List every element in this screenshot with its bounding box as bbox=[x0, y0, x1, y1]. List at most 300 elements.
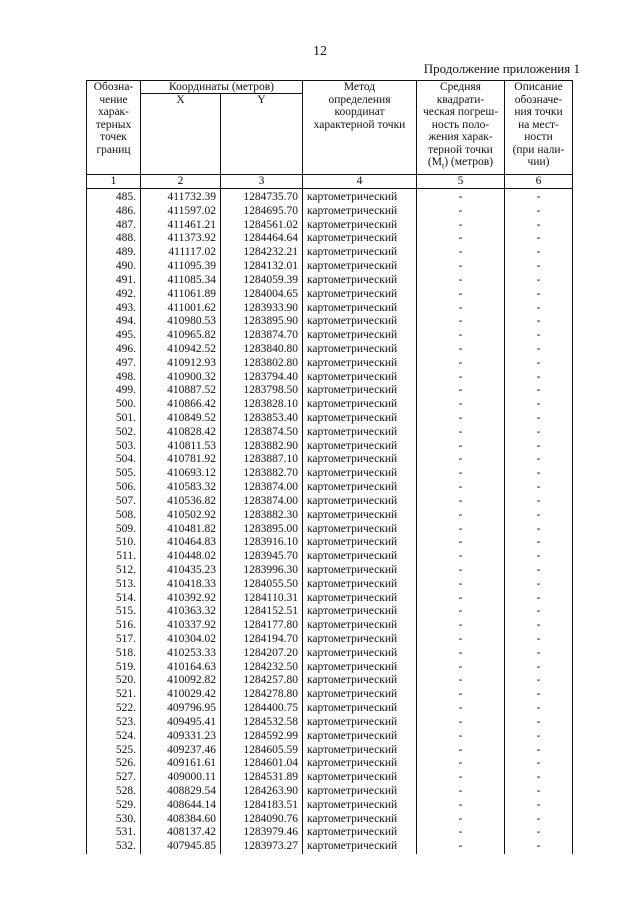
table-row bbox=[87, 578, 573, 592]
point-number-cell: 497. bbox=[87, 357, 141, 371]
method-cell: картометрический bbox=[303, 550, 417, 564]
method-cell: картометрический bbox=[303, 702, 417, 716]
error-cell: - bbox=[417, 453, 505, 467]
error-cell: - bbox=[417, 302, 505, 316]
description-cell: - bbox=[505, 716, 573, 730]
description-cell: - bbox=[505, 467, 573, 481]
table-row bbox=[87, 523, 573, 537]
y-coordinate-cell: 1284592.99 bbox=[221, 730, 303, 744]
table-row bbox=[87, 232, 573, 246]
error-cell: - bbox=[417, 826, 505, 840]
table-row bbox=[87, 785, 573, 799]
y-coordinate-cell: 1284055.50 bbox=[221, 578, 303, 592]
x-coordinate-cell: 410828.42 bbox=[141, 426, 221, 440]
table-row bbox=[87, 509, 573, 523]
y-coordinate-cell: 1283887.10 bbox=[221, 453, 303, 467]
x-coordinate-cell: 408644.14 bbox=[141, 799, 221, 813]
point-number-cell: 531. bbox=[87, 826, 141, 840]
table-row bbox=[87, 564, 573, 578]
x-coordinate-cell: 410866.42 bbox=[141, 398, 221, 412]
point-number-cell: 489. bbox=[87, 246, 141, 260]
error-cell: - bbox=[417, 467, 505, 481]
x-coordinate-cell: 410448.02 bbox=[141, 550, 221, 564]
description-cell: - bbox=[505, 481, 573, 495]
table-row bbox=[87, 288, 573, 302]
error-cell: - bbox=[417, 840, 505, 854]
table-row bbox=[87, 744, 573, 758]
column-number: 3 bbox=[221, 175, 303, 189]
error-cell: - bbox=[417, 189, 505, 205]
y-coordinate-cell: 1284257.80 bbox=[221, 674, 303, 688]
error-cell: - bbox=[417, 232, 505, 246]
error-cell: - bbox=[417, 578, 505, 592]
description-cell: - bbox=[505, 757, 573, 771]
x-coordinate-cell: 411001.62 bbox=[141, 302, 221, 316]
description-cell: - bbox=[505, 219, 573, 233]
column-number: 2 bbox=[141, 175, 221, 189]
point-number-cell: 525. bbox=[87, 744, 141, 758]
table-row bbox=[87, 633, 573, 647]
y-coordinate-cell: 1283895.00 bbox=[221, 523, 303, 537]
description-cell: - bbox=[505, 189, 573, 205]
table-row bbox=[87, 189, 573, 205]
x-coordinate-cell: 410481.82 bbox=[141, 523, 221, 537]
y-coordinate-cell: 1284004.65 bbox=[221, 288, 303, 302]
y-coordinate-cell: 1283874.00 bbox=[221, 495, 303, 509]
error-cell: - bbox=[417, 771, 505, 785]
table-row bbox=[87, 453, 573, 467]
point-number-cell: 528. bbox=[87, 785, 141, 799]
description-cell: - bbox=[505, 730, 573, 744]
point-number-cell: 503. bbox=[87, 440, 141, 454]
method-cell: картометрический bbox=[303, 840, 417, 854]
header-mean-square-error: Средняя квадрати- ческая погреш- ность поло- жения харак- терной точки $(M_t)$ (метров) bbox=[417, 81, 505, 175]
point-number-cell: 532. bbox=[87, 840, 141, 854]
x-coordinate-cell: 410502.92 bbox=[141, 509, 221, 523]
point-number-cell: 495. bbox=[87, 329, 141, 343]
error-cell: - bbox=[417, 523, 505, 537]
method-cell: картометрический bbox=[303, 730, 417, 744]
point-number-cell: 524. bbox=[87, 730, 141, 744]
continuation-note: Продолжение приложения 1 bbox=[423, 61, 580, 76]
x-coordinate-cell: 410536.82 bbox=[141, 495, 221, 509]
method-cell: картометрический bbox=[303, 605, 417, 619]
x-coordinate-cell: 410464.83 bbox=[141, 536, 221, 550]
description-cell: - bbox=[505, 771, 573, 785]
x-coordinate-cell: 409495.41 bbox=[141, 716, 221, 730]
description-cell: - bbox=[505, 785, 573, 799]
x-coordinate-cell: 411117.02 bbox=[141, 246, 221, 260]
table-row bbox=[87, 826, 573, 840]
table-row bbox=[87, 219, 573, 233]
y-coordinate-cell: 1283973.27 bbox=[221, 840, 303, 854]
x-coordinate-cell: 411461.21 bbox=[141, 219, 221, 233]
x-coordinate-cell: 410900.32 bbox=[141, 371, 221, 385]
y-coordinate-cell: 1284263.90 bbox=[221, 785, 303, 799]
table-row bbox=[87, 357, 573, 371]
description-cell: - bbox=[505, 523, 573, 537]
description-cell: - bbox=[505, 232, 573, 246]
error-cell: - bbox=[417, 343, 505, 357]
error-cell: - bbox=[417, 412, 505, 426]
y-coordinate-cell: 1283882.90 bbox=[221, 440, 303, 454]
x-coordinate-cell: 410965.82 bbox=[141, 329, 221, 343]
x-coordinate-cell: 409000.11 bbox=[141, 771, 221, 785]
error-cell: - bbox=[417, 605, 505, 619]
point-number-cell: 512. bbox=[87, 564, 141, 578]
y-coordinate-cell: 1283828.10 bbox=[221, 398, 303, 412]
table-row bbox=[87, 246, 573, 260]
error-cell: - bbox=[417, 288, 505, 302]
y-coordinate-cell: 1284278.80 bbox=[221, 688, 303, 702]
table-row bbox=[87, 536, 573, 550]
table-row bbox=[87, 205, 573, 219]
x-coordinate-cell: 409331.23 bbox=[141, 730, 221, 744]
point-number-cell: 500. bbox=[87, 398, 141, 412]
table-row bbox=[87, 702, 573, 716]
point-number-cell: 498. bbox=[87, 371, 141, 385]
point-number-cell: 486. bbox=[87, 205, 141, 219]
error-cell: - bbox=[417, 813, 505, 827]
description-cell: - bbox=[505, 302, 573, 316]
table-row bbox=[87, 329, 573, 343]
point-number-cell: 493. bbox=[87, 302, 141, 316]
header-x: X bbox=[141, 94, 221, 175]
error-cell: - bbox=[417, 564, 505, 578]
method-cell: картометрический bbox=[303, 246, 417, 260]
description-cell: - bbox=[505, 453, 573, 467]
description-cell: - bbox=[505, 288, 573, 302]
x-coordinate-cell: 409796.95 bbox=[141, 702, 221, 716]
error-cell: - bbox=[417, 315, 505, 329]
description-cell: - bbox=[505, 343, 573, 357]
error-cell: - bbox=[417, 426, 505, 440]
table-row bbox=[87, 813, 573, 827]
method-cell: картометрический bbox=[303, 302, 417, 316]
method-cell: картометрический bbox=[303, 467, 417, 481]
x-coordinate-cell: 410253.33 bbox=[141, 647, 221, 661]
method-cell: картометрический bbox=[303, 688, 417, 702]
x-coordinate-cell: 410781.92 bbox=[141, 453, 221, 467]
method-cell: картометрический bbox=[303, 357, 417, 371]
point-number-cell: 509. bbox=[87, 523, 141, 537]
table-row bbox=[87, 647, 573, 661]
x-coordinate-cell: 410942.52 bbox=[141, 343, 221, 357]
x-coordinate-cell: 410912.93 bbox=[141, 357, 221, 371]
x-coordinate-cell: 409237.46 bbox=[141, 744, 221, 758]
point-number-cell: 485. bbox=[87, 189, 141, 205]
method-cell: картометрический bbox=[303, 412, 417, 426]
point-number-cell: 502. bbox=[87, 426, 141, 440]
point-number-cell: 523. bbox=[87, 716, 141, 730]
error-cell: - bbox=[417, 716, 505, 730]
table-row bbox=[87, 481, 573, 495]
error-cell: - bbox=[417, 205, 505, 219]
error-cell: - bbox=[417, 274, 505, 288]
error-cell: - bbox=[417, 440, 505, 454]
y-coordinate-cell: 1283794.40 bbox=[221, 371, 303, 385]
point-number-cell: 505. bbox=[87, 467, 141, 481]
table-row bbox=[87, 757, 573, 771]
description-cell: - bbox=[505, 371, 573, 385]
method-cell: картометрический bbox=[303, 619, 417, 633]
error-cell: - bbox=[417, 357, 505, 371]
error-cell: - bbox=[417, 619, 505, 633]
error-cell: - bbox=[417, 661, 505, 675]
method-cell: картометрический bbox=[303, 260, 417, 274]
table-row bbox=[87, 467, 573, 481]
description-cell: - bbox=[505, 840, 573, 854]
description-cell: - bbox=[505, 564, 573, 578]
x-coordinate-cell: 410164.63 bbox=[141, 661, 221, 675]
method-cell: картометрический bbox=[303, 371, 417, 385]
y-coordinate-cell: 1284207.20 bbox=[221, 647, 303, 661]
x-coordinate-cell: 409161.61 bbox=[141, 757, 221, 771]
point-number-cell: 499. bbox=[87, 384, 141, 398]
method-cell: картометрический bbox=[303, 536, 417, 550]
method-cell: картометрический bbox=[303, 398, 417, 412]
description-cell: - bbox=[505, 661, 573, 675]
description-cell: - bbox=[505, 826, 573, 840]
point-number-cell: 516. bbox=[87, 619, 141, 633]
method-cell: картометрический bbox=[303, 189, 417, 205]
table-row bbox=[87, 688, 573, 702]
y-coordinate-cell: 1284695.70 bbox=[221, 205, 303, 219]
x-coordinate-cell: 410980.53 bbox=[141, 315, 221, 329]
y-coordinate-cell: 1284561.02 bbox=[221, 219, 303, 233]
description-cell: - bbox=[505, 412, 573, 426]
method-cell: картометрический bbox=[303, 495, 417, 509]
x-coordinate-cell: 408829.54 bbox=[141, 785, 221, 799]
table-row bbox=[87, 674, 573, 688]
x-coordinate-cell: 410583.32 bbox=[141, 481, 221, 495]
method-cell: картометрический bbox=[303, 674, 417, 688]
x-coordinate-cell: 407945.85 bbox=[141, 840, 221, 854]
y-coordinate-cell: 1284177.80 bbox=[221, 619, 303, 633]
table-row bbox=[87, 260, 573, 274]
description-cell: - bbox=[505, 550, 573, 564]
x-coordinate-cell: 410029.42 bbox=[141, 688, 221, 702]
error-cell: - bbox=[417, 785, 505, 799]
error-cell: - bbox=[417, 592, 505, 606]
method-cell: картометрический bbox=[303, 633, 417, 647]
table-row bbox=[87, 495, 573, 509]
point-number-cell: 515. bbox=[87, 605, 141, 619]
error-cell: - bbox=[417, 799, 505, 813]
description-cell: - bbox=[505, 205, 573, 219]
description-cell: - bbox=[505, 813, 573, 827]
table-row bbox=[87, 619, 573, 633]
method-cell: картометрический bbox=[303, 205, 417, 219]
point-number-cell: 496. bbox=[87, 343, 141, 357]
method-cell: картометрический bbox=[303, 564, 417, 578]
x-coordinate-cell: 410887.52 bbox=[141, 384, 221, 398]
description-cell: - bbox=[505, 440, 573, 454]
error-cell: - bbox=[417, 647, 505, 661]
table-row bbox=[87, 426, 573, 440]
point-number-cell: 526. bbox=[87, 757, 141, 771]
y-coordinate-cell: 1283874.70 bbox=[221, 329, 303, 343]
x-coordinate-cell: 411085.34 bbox=[141, 274, 221, 288]
method-cell: картометрический bbox=[303, 716, 417, 730]
error-cell: - bbox=[417, 744, 505, 758]
error-cell: - bbox=[417, 246, 505, 260]
column-number: 6 bbox=[505, 175, 573, 189]
error-cell: - bbox=[417, 260, 505, 274]
x-coordinate-cell: 410811.53 bbox=[141, 440, 221, 454]
table-row bbox=[87, 550, 573, 564]
point-number-cell: 501. bbox=[87, 412, 141, 426]
description-cell: - bbox=[505, 315, 573, 329]
x-coordinate-cell: 411061.89 bbox=[141, 288, 221, 302]
header-method: Метод определения координат характерной точки bbox=[303, 81, 417, 175]
method-cell: картометрический bbox=[303, 315, 417, 329]
table-row bbox=[87, 440, 573, 454]
x-coordinate-cell: 410304.02 bbox=[141, 633, 221, 647]
point-number-cell: 517. bbox=[87, 633, 141, 647]
y-coordinate-cell: 1284183.51 bbox=[221, 799, 303, 813]
y-coordinate-cell: 1283882.30 bbox=[221, 509, 303, 523]
description-cell: - bbox=[505, 688, 573, 702]
table-row bbox=[87, 799, 573, 813]
y-coordinate-cell: 1283945.70 bbox=[221, 550, 303, 564]
method-cell: картометрический bbox=[303, 757, 417, 771]
x-coordinate-cell: 410363.32 bbox=[141, 605, 221, 619]
header-point-description: Описание обозначе- ния точки на мест- ности (при нали- чии) bbox=[505, 81, 573, 175]
y-coordinate-cell: 1283933.90 bbox=[221, 302, 303, 316]
header-y: Y bbox=[221, 94, 303, 175]
y-coordinate-cell: 1284531.89 bbox=[221, 771, 303, 785]
method-cell: картометрический bbox=[303, 578, 417, 592]
error-cell: - bbox=[417, 384, 505, 398]
x-coordinate-cell: 408137.42 bbox=[141, 826, 221, 840]
method-cell: картометрический bbox=[303, 813, 417, 827]
y-coordinate-cell: 1284194.70 bbox=[221, 633, 303, 647]
description-cell: - bbox=[505, 357, 573, 371]
method-cell: картометрический bbox=[303, 647, 417, 661]
table-row bbox=[87, 371, 573, 385]
description-cell: - bbox=[505, 329, 573, 343]
point-number-cell: 530. bbox=[87, 813, 141, 827]
point-number-cell: 494. bbox=[87, 315, 141, 329]
page-number: 12 bbox=[313, 44, 327, 59]
x-coordinate-cell: 410337.92 bbox=[141, 619, 221, 633]
method-cell: картометрический bbox=[303, 771, 417, 785]
table-row bbox=[87, 412, 573, 426]
table-row bbox=[87, 730, 573, 744]
error-cell: - bbox=[417, 674, 505, 688]
table-body bbox=[87, 189, 573, 855]
error-cell: - bbox=[417, 509, 505, 523]
y-coordinate-cell: 1283802.80 bbox=[221, 357, 303, 371]
column-number: 5 bbox=[417, 175, 505, 189]
table-row bbox=[87, 716, 573, 730]
coordinates-table bbox=[86, 80, 573, 854]
point-number-cell: 529. bbox=[87, 799, 141, 813]
column-number: 1 bbox=[87, 175, 141, 189]
point-number-cell: 508. bbox=[87, 509, 141, 523]
method-cell: картометрический bbox=[303, 232, 417, 246]
y-coordinate-cell: 1283840.80 bbox=[221, 343, 303, 357]
description-cell: - bbox=[505, 260, 573, 274]
point-number-cell: 514. bbox=[87, 592, 141, 606]
x-coordinate-cell: 411373.92 bbox=[141, 232, 221, 246]
method-cell: картометрический bbox=[303, 523, 417, 537]
table-row bbox=[87, 343, 573, 357]
y-coordinate-cell: 1283979.46 bbox=[221, 826, 303, 840]
y-coordinate-cell: 1284464.64 bbox=[221, 232, 303, 246]
table-row bbox=[87, 398, 573, 412]
y-coordinate-cell: 1284090.76 bbox=[221, 813, 303, 827]
y-coordinate-cell: 1284059.39 bbox=[221, 274, 303, 288]
y-coordinate-cell: 1284110.31 bbox=[221, 592, 303, 606]
description-cell: - bbox=[505, 274, 573, 288]
x-coordinate-cell: 408384.60 bbox=[141, 813, 221, 827]
y-coordinate-cell: 1284532.58 bbox=[221, 716, 303, 730]
table-row bbox=[87, 274, 573, 288]
y-coordinate-cell: 1283798.50 bbox=[221, 384, 303, 398]
method-cell: картометрический bbox=[303, 481, 417, 495]
y-coordinate-cell: 1284132.01 bbox=[221, 260, 303, 274]
point-number-cell: 519. bbox=[87, 661, 141, 675]
point-number-cell: 492. bbox=[87, 288, 141, 302]
description-cell: - bbox=[505, 384, 573, 398]
point-number-cell: 510. bbox=[87, 536, 141, 550]
x-coordinate-cell: 410693.12 bbox=[141, 467, 221, 481]
method-cell: картометрический bbox=[303, 744, 417, 758]
method-cell: картометрический bbox=[303, 799, 417, 813]
method-cell: картометрический bbox=[303, 661, 417, 675]
description-cell: - bbox=[505, 495, 573, 509]
header-coordinates: Координаты (метров) bbox=[141, 81, 303, 94]
table-row bbox=[87, 315, 573, 329]
y-coordinate-cell: 1283895.90 bbox=[221, 315, 303, 329]
point-number-cell: 504. bbox=[87, 453, 141, 467]
y-coordinate-cell: 1284735.70 bbox=[221, 189, 303, 205]
y-coordinate-cell: 1284400.75 bbox=[221, 702, 303, 716]
error-cell: - bbox=[417, 550, 505, 564]
table-row bbox=[87, 384, 573, 398]
error-cell: - bbox=[417, 757, 505, 771]
point-number-cell: 527. bbox=[87, 771, 141, 785]
description-cell: - bbox=[505, 509, 573, 523]
y-coordinate-cell: 1284152.51 bbox=[221, 605, 303, 619]
y-coordinate-cell: 1283882.70 bbox=[221, 467, 303, 481]
error-cell: - bbox=[417, 633, 505, 647]
description-cell: - bbox=[505, 605, 573, 619]
x-coordinate-cell: 410418.33 bbox=[141, 578, 221, 592]
method-cell: картометрический bbox=[303, 343, 417, 357]
description-cell: - bbox=[505, 702, 573, 716]
point-number-cell: 522. bbox=[87, 702, 141, 716]
point-number-cell: 491. bbox=[87, 274, 141, 288]
error-cell: - bbox=[417, 219, 505, 233]
y-coordinate-cell: 1284232.50 bbox=[221, 661, 303, 675]
description-cell: - bbox=[505, 246, 573, 260]
error-cell: - bbox=[417, 481, 505, 495]
table-row bbox=[87, 771, 573, 785]
point-number-cell: 506. bbox=[87, 481, 141, 495]
point-number-cell: 488. bbox=[87, 232, 141, 246]
description-cell: - bbox=[505, 619, 573, 633]
method-cell: картометрический bbox=[303, 509, 417, 523]
table-row bbox=[87, 840, 573, 854]
table-row bbox=[87, 592, 573, 606]
description-cell: - bbox=[505, 398, 573, 412]
y-coordinate-cell: 1283996.30 bbox=[221, 564, 303, 578]
method-cell: картометрический bbox=[303, 785, 417, 799]
description-cell: - bbox=[505, 426, 573, 440]
